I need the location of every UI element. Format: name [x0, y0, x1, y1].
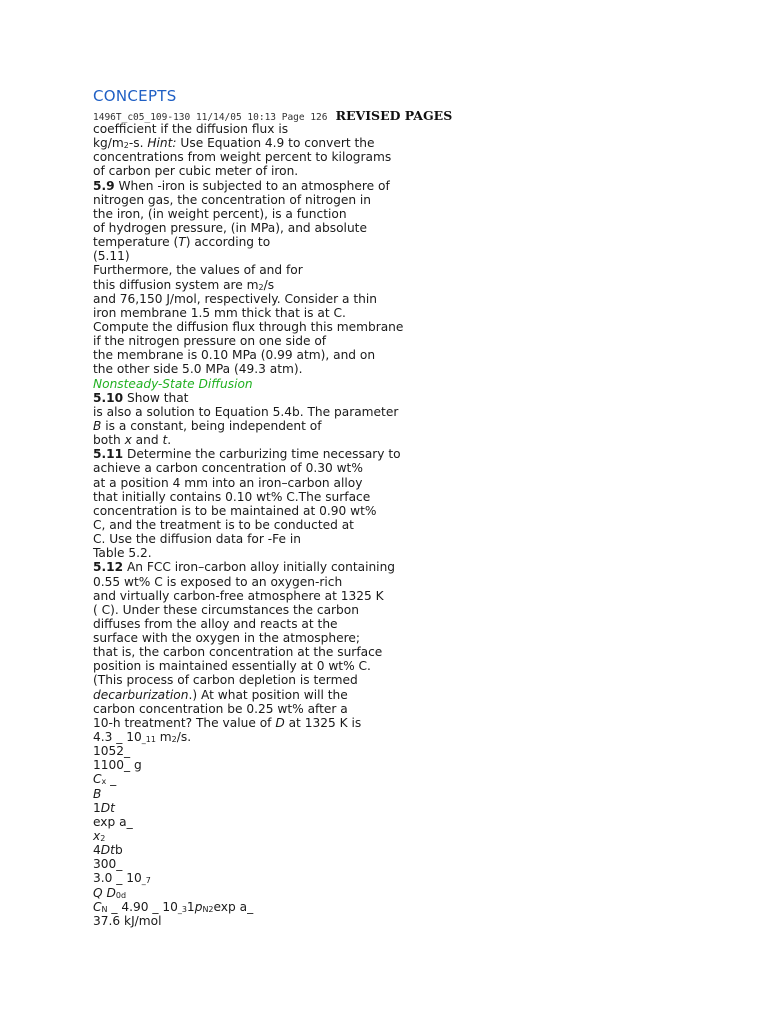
text-segment: the iron, (in weight percent), is a function	[93, 206, 347, 221]
text-segment: concentrations from weight percent to kilograms	[93, 150, 392, 165]
text-segment: _7	[141, 876, 151, 886]
text-segment: 3.0 _ 10	[93, 871, 142, 886]
text-line	[93, 617, 733, 631]
text-segment: C. Use the diffusion data for -Fe in	[93, 532, 301, 547]
text-segment: Dt	[100, 800, 115, 815]
text-segment: B	[93, 786, 102, 801]
text-line	[93, 702, 733, 716]
text-line	[93, 334, 733, 348]
text-line	[93, 490, 733, 504]
text-line	[93, 603, 733, 617]
text-segment: of carbon per cubic meter of iron.	[93, 164, 299, 179]
text-segment: of hydrogen pressure, (in MPa), and absolute	[93, 220, 367, 235]
text-line	[93, 645, 733, 659]
text-segment: and	[131, 433, 163, 448]
text-segment: _3	[177, 904, 187, 914]
text-line	[93, 292, 733, 306]
text-line	[93, 730, 733, 744]
text-line	[93, 122, 733, 136]
text-line	[93, 320, 733, 334]
text-line	[93, 504, 733, 518]
text-line	[93, 193, 733, 207]
text-segment: 5.9	[93, 178, 115, 193]
text-line	[93, 744, 733, 758]
text-segment: and 76,150 J/mol, respectively. Consider a thin	[93, 291, 377, 306]
text-segment: if the nitrogen pressure on one side of	[93, 334, 327, 349]
text-segment: that is, the carbon concentration at the surface	[93, 645, 383, 660]
text-segment: Hint:	[147, 136, 177, 151]
text-line	[93, 362, 733, 376]
text-line	[93, 787, 733, 801]
text-segment: N2	[202, 904, 214, 914]
text-segment: ( C). Under these circumstances the carbon	[93, 602, 359, 617]
text-segment: .) At what position will the	[188, 687, 348, 702]
text-segment: iron membrane 1.5 mm thick that is at C.	[93, 305, 346, 320]
text-segment: position is maintained essentially at 0 wt% C.	[93, 659, 371, 674]
text-segment: Nonsteady-State Diffusion	[93, 376, 253, 391]
text-segment: 0.55 wt% C is exposed to an oxygen-rich	[93, 574, 343, 589]
text-line	[93, 391, 733, 405]
text-line	[93, 348, 733, 362]
text-segment: at 1325 K is	[284, 715, 362, 730]
text-line	[93, 815, 733, 829]
text-line	[93, 914, 733, 928]
text-segment: is a constant, being independent of	[101, 418, 322, 433]
text-line	[93, 631, 733, 645]
text-segment: 300_	[93, 857, 123, 872]
text-line	[93, 900, 733, 914]
text-line	[93, 476, 733, 490]
text-segment: x	[93, 829, 101, 844]
text-segment: the other side 5.0 MPa (49.3 atm).	[93, 362, 303, 377]
text-segment: this diffusion system are m	[93, 277, 259, 292]
text-line	[93, 532, 733, 546]
text-line	[93, 306, 733, 320]
text-segment: nitrogen gas, the concentration of nitrogen in	[93, 192, 372, 207]
text-segment: 1100_ g	[93, 758, 142, 773]
text-segment: 2	[258, 282, 264, 292]
revised-pages-label: REVISED PAGES	[335, 108, 453, 123]
text-line	[93, 419, 733, 433]
text-line	[93, 249, 733, 263]
text-segment: concentration is to be maintained at 0.90 wt%	[93, 503, 377, 518]
section-heading: CONCEPTS	[93, 87, 177, 105]
text-segment: temperature (	[93, 235, 179, 250]
text-line	[93, 688, 733, 702]
text-segment: carbon concentration be 0.25 wt% after a	[93, 701, 348, 716]
text-line	[93, 150, 733, 164]
text-segment: 10-h treatment? The value of	[93, 715, 276, 730]
text-segment: /s	[263, 277, 275, 292]
text-segment: x	[124, 433, 132, 448]
text-segment: exp a_	[93, 814, 133, 829]
subsection-heading	[93, 377, 733, 391]
text-segment: _	[106, 772, 117, 787]
text-segment: -s.	[128, 136, 148, 151]
text-line	[93, 433, 733, 447]
text-segment: 1	[186, 899, 195, 914]
text-line	[93, 772, 733, 786]
text-line	[93, 659, 733, 673]
text-segment: 2	[100, 834, 106, 844]
text-line	[93, 829, 733, 843]
text-segment: 1052_	[93, 744, 131, 759]
text-segment: Use Equation 4.9 to convert the	[176, 136, 375, 151]
text-segment: that initially contains 0.10 wt% C.The surface	[93, 489, 371, 504]
text-segment: 4.3 _ 10	[93, 730, 142, 745]
text-line	[93, 278, 733, 292]
text-line	[93, 560, 733, 574]
file-page-code: 1496T_c05_109-130 11/14/05 10:13 Page 126	[93, 112, 328, 123]
text-segment: 1	[93, 800, 101, 815]
text-line	[93, 857, 733, 871]
text-segment: Furthermore, the values of and for	[93, 263, 303, 278]
text-segment: ) according to	[185, 235, 271, 250]
text-segment: the membrane is 0.10 MPa (0.99 atm), and on	[93, 348, 376, 363]
text-segment: An FCC iron–carbon alloy initially containing	[123, 560, 396, 575]
text-segment: kg/m	[93, 136, 124, 151]
text-line	[93, 461, 733, 475]
text-segment: C	[93, 772, 102, 787]
text-segment: diffuses from the alloy and reacts at the	[93, 616, 338, 631]
text-line	[93, 447, 733, 461]
text-segment: T	[178, 235, 186, 250]
text-segment: (5.11)	[93, 249, 130, 264]
text-line	[93, 235, 733, 249]
text-line	[93, 589, 733, 603]
text-segment: N	[101, 904, 108, 914]
text-line	[93, 673, 733, 687]
text-segment: Q D	[93, 885, 116, 900]
text-line	[93, 263, 733, 277]
text-line	[93, 886, 733, 900]
text-segment: 2	[171, 735, 177, 745]
text-line	[93, 518, 733, 532]
text-segment: and virtually carbon-free atmosphere at 1325 K	[93, 588, 384, 603]
text-line	[93, 221, 733, 235]
text-line	[93, 871, 733, 885]
text-line	[93, 179, 733, 193]
text-line	[93, 405, 733, 419]
text-segment: achieve a carbon concentration of 0.30 wt%	[93, 461, 363, 476]
text-segment: is also a solution to Equation 5.4b. The parameter	[93, 404, 399, 419]
text-segment: m	[155, 730, 172, 745]
text-segment: exp a_	[213, 899, 254, 914]
text-segment: 5.11	[93, 447, 124, 462]
text-segment: _11	[141, 735, 156, 745]
text-segment: 2	[123, 141, 129, 151]
text-segment: t	[162, 433, 168, 448]
problem-text-body	[93, 122, 733, 928]
text-line	[93, 801, 733, 815]
text-line	[93, 136, 733, 150]
text-segment: D	[275, 715, 285, 730]
text-line	[93, 164, 733, 178]
text-segment: B	[93, 418, 102, 433]
text-segment: 5.10	[93, 390, 124, 405]
text-segment: coefficient if the diffusion flux is	[93, 122, 289, 136]
text-segment: p	[194, 899, 203, 914]
text-segment: (This process of carbon depletion is termed	[93, 673, 358, 688]
text-line	[93, 575, 733, 589]
text-segment: Show that	[123, 390, 189, 405]
text-segment: 0d	[115, 890, 127, 900]
text-segment: Table 5.2.	[93, 546, 152, 561]
text-segment: decarburization	[93, 687, 189, 702]
text-segment: 4	[93, 843, 101, 858]
text-segment: Determine the carburizing time necessary to	[123, 447, 401, 462]
text-segment: Compute the diffusion flux through this membrane	[93, 319, 404, 334]
text-segment: C, and the treatment is to be conducted at	[93, 517, 354, 532]
text-line	[93, 716, 733, 730]
text-line	[93, 758, 733, 772]
text-segment: When -iron is subjected to an atmosphere of	[114, 178, 390, 193]
text-segment: both	[93, 433, 125, 448]
text-segment: Dt	[100, 843, 115, 858]
text-segment: surface with the oxygen in the atmosphere;	[93, 631, 360, 646]
text-segment: 5.12	[93, 560, 124, 575]
text-segment: 37.6 kJ/mol	[93, 913, 162, 928]
text-segment: at a position 4 mm into an iron–carbon alloy	[93, 475, 363, 490]
text-line	[93, 843, 733, 857]
text-line	[93, 546, 733, 560]
text-segment: .	[167, 433, 172, 448]
text-line	[93, 207, 733, 221]
text-segment: /s.	[176, 730, 192, 745]
text-segment: x	[101, 777, 107, 787]
text-segment: C	[93, 899, 102, 914]
document-page	[93, 86, 733, 928]
text-segment: b	[114, 843, 123, 858]
page-header-line	[93, 108, 733, 122]
text-segment: _ 4.90 _ 10	[107, 899, 178, 914]
